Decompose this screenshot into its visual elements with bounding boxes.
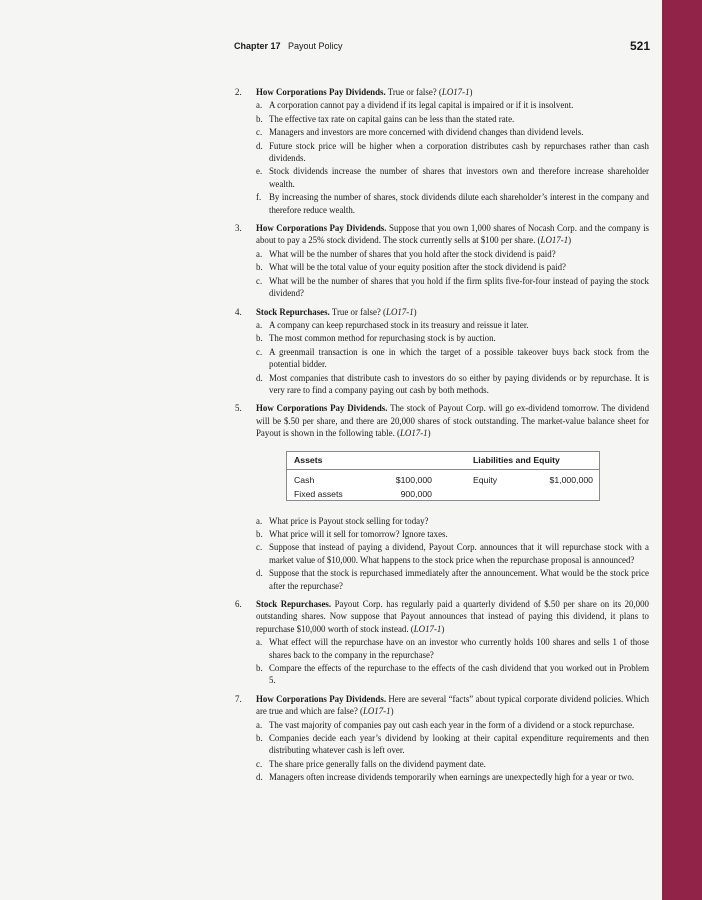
subquestion-letter: c. [256,346,263,357]
table-cell-c2: 900,000 [400,488,432,499]
problem-title: How Corporations Pay Dividends. [256,403,388,414]
subquestion-letter: d. [256,140,263,151]
subquestion [256,636,649,661]
subquestion-text: What price will it sell for tomorrow? Ignore taxes. [269,528,448,539]
subquestion-text: A greenmail transaction is one in which the target of a possible takeover buys back stock from the potential bidder. [269,346,649,370]
subquestion-text: What will be the number of shares that you hold after the stock dividend is paid? [269,248,556,259]
table-cell-c1: Fixed assets [294,488,343,499]
subquestion-letter: a. [256,248,263,259]
subquestion [256,372,649,397]
subquestion-letter: b. [256,528,263,539]
subquestion [256,541,649,566]
subquestion-letter: d. [256,772,263,783]
subquestion-letter: c. [256,542,263,553]
problem-text: Suppose that you own 1,000 shares of Nocash Corp. and the company is about to pay a 25% stock dividend. The stock currently sells at $100 per share. ( [256,223,649,246]
subquestion-list [256,248,649,300]
subquestion-text: What will be the number of shares that you hold if the firm splits five-for-four instead of paying the stock dividend? [269,275,649,299]
learning-objective: LO17-1 [441,87,470,97]
problem-stem [256,598,649,635]
problem-text-end: ) [413,306,417,317]
subquestion-text: The vast majority of companies pay out cash each year in the form of a dividend or a stock repurchase. [269,719,635,730]
problem-title: How Corporations Pay Dividends. [256,223,387,234]
subquestion-text: Suppose that instead of paying a dividend, Payout Corp. announces that it will repurchase stock with a market value of $10,000. What happens to the stock price when the repurchase proposal is announced? [269,542,649,565]
chapter-title: Payout Policy [288,41,343,51]
subquestion [256,319,649,331]
subquestion [256,758,649,770]
problem-stem [256,222,649,247]
subquestion-text: Compare the effects of the repurchase to the effects of the cash dividend that you worked out in Problem 5. [269,663,649,686]
learning-objective: LO17-1 [386,306,414,317]
subquestion-text: By increasing the number of shares, stock dividends dilute each shareholder’s interest in the company and therefore reduce wealth. [269,192,649,215]
subquestion-letter: a. [256,100,263,111]
subquestion [256,662,649,687]
subquestion-letter: a. [256,719,263,730]
problem-title: Stock Repurchases. [256,306,330,317]
header-assets: Assets [294,454,323,465]
subquestion [256,140,649,165]
subquestion [256,165,649,190]
problem-stem [256,86,649,98]
subquestion [256,275,649,300]
subquestion [256,113,649,125]
subquestion [256,732,649,757]
subquestion-text: What price is Payout stock selling for today? [269,515,429,526]
problem-title: How Corporations Pay Dividends. [256,693,387,704]
running-header [234,40,650,56]
subquestion-text: A company can keep repurchased stock in its treasury and reissue it later. [269,319,529,330]
subquestion-text: Most companies that distribute cash to investors do so either by paying dividends or by repurchase. It is very rare to find a company paying out cash by both methods. [269,372,649,395]
subquestion [256,191,649,216]
subquestion-letter: d. [256,568,263,579]
subquestion-letter: b. [256,663,263,674]
subquestion-letter: a. [256,637,263,648]
subquestion [256,528,649,540]
problem-3 [233,222,649,299]
problem-list [233,86,649,790]
learning-objective: LO17-1 [399,428,428,439]
subquestion-text: Managers and investors are more concerned with dividend changes than dividend levels. [269,127,584,138]
subquestion-text: What will be the total value of your equity position after the stock dividend is paid? [269,262,566,273]
problem-gap [233,785,649,790]
subquestion-text: A corporation cannot pay a dividend if its legal capital is impaired or if it is insolvent. [269,100,574,111]
problem-text: True or false? ( [385,87,442,97]
table-cell-c1: Cash [294,474,315,485]
problem-number: 3. [235,223,242,234]
problem-number: 2. [235,87,242,97]
subquestion-letter: b. [256,113,263,124]
problem-stem [256,306,649,318]
subquestion [256,99,649,111]
subquestion-list [256,99,649,216]
subquestion-list [256,636,649,687]
problem-text-end: ) [469,87,473,97]
problem-7 [233,693,649,784]
problem-stem [256,693,649,718]
problem-stem [256,402,649,439]
subquestion-text: The share price generally falls on the dividend payment date. [269,758,486,769]
problem-5 [233,402,649,592]
subquestion-letter: b. [256,262,263,273]
problem-text: True or false? ( [329,306,387,317]
table-cell-c3: Equity [473,474,498,485]
problem-2 [233,86,649,216]
subquestion [256,771,649,783]
problem-text-end: ) [390,706,394,717]
problem-number: 6. [235,599,242,609]
table-cell-c2: $100,000 [395,474,432,485]
problem-text: Payout Corp. has regularly paid a quarterly dividend of $.50 per share on its 20,000 outstanding shares. Now suppose that Payout announces that instead of paying this dividend, it plans to repurchase $10,000 worth of stock instead. ( [256,599,649,634]
subquestion [256,346,649,371]
subquestion-list [256,719,649,784]
subquestion-text: Stock dividends increase the number of shares that investors own and therefore increase shareholder wealth. [269,166,649,189]
subquestion [256,567,649,592]
problem-text: The stock of Payout Corp. will go ex-dividend tomorrow. The dividend will be $.50 per share, and there are 20,000 shares of stock outstanding. The market-value balance sheet for Payout is shown in the following table. ( [256,403,650,439]
table-row [287,472,599,486]
problem-number: 7. [235,693,242,704]
balance-sheet-table [286,451,600,501]
problem-6 [233,598,649,687]
subquestion [256,332,649,344]
problem-text-end: ) [427,428,431,439]
learning-objective: LO17-1 [413,623,442,634]
problem-title: Stock Repurchases. [256,599,332,609]
problem-number: 5. [235,403,242,414]
subquestion [256,719,649,731]
problem-text-end: ) [568,235,572,246]
subquestion-text: Future stock price will be higher when a corporation distributes cash by repurchases rather than cash dividends. [269,140,649,164]
table-header-row [287,452,599,470]
subquestion-text: Companies decide each year’s dividend by looking at their capital expenditure requirements and then distributing whatever cash is left over. [269,733,649,756]
chapter-number: Chapter 17 [234,41,281,51]
subquestion [256,261,649,273]
subquestion-letter: a. [256,515,263,526]
subquestion [256,248,649,260]
table-cell-c4: $1,000,000 [549,474,593,485]
subquestion-text: What effect will the repurchase have on an investor who currently holds 100 shares and sells 1 of those shares back to the company in the repurchase? [269,637,649,660]
subquestion-letter: b. [256,333,263,344]
subquestion-letter: f. [256,192,262,203]
subquestion-text: Suppose that the stock is repurchased immediately after the announcement. What would be the stock price after the repurchase? [269,568,649,591]
problem-number: 4. [235,306,242,317]
problem-4 [233,306,649,397]
subquestion [256,515,649,527]
subquestion-letter: c. [256,127,263,138]
problem-text-end: ) [441,623,445,634]
subquestion-list [256,515,649,592]
header-liabilities-equity: Liabilities and Equity [473,454,560,465]
subquestion-letter: e. [256,166,263,177]
subquestion-text: The most common method for repurchasing stock is by auction. [269,333,496,344]
subquestion-text: The effective tax rate on capital gains can be less than the stated rate. [269,113,515,124]
subquestion-letter: c. [256,275,263,286]
learning-objective: LO17-1 [540,235,569,246]
subquestion [256,126,649,138]
chapter-color-bar [662,0,702,900]
page-number: 521 [629,39,650,53]
problem-title: How Corporations Pay Dividends. [256,87,386,97]
subquestion-text: Managers often increase dividends temporarily when earnings are unexpectedly high for a year or two. [269,772,634,783]
subquestion-letter: a. [256,319,263,330]
table-row [287,486,599,500]
learning-objective: LO17-1 [362,706,391,717]
subquestion-letter: d. [256,372,263,383]
problem-text: Here are several “facts” about typical corporate dividend policies. Which are true and which are false? ( [256,693,650,717]
subquestion-list [256,319,649,396]
subquestion-letter: c. [256,758,263,769]
subquestion-letter: b. [256,733,263,744]
